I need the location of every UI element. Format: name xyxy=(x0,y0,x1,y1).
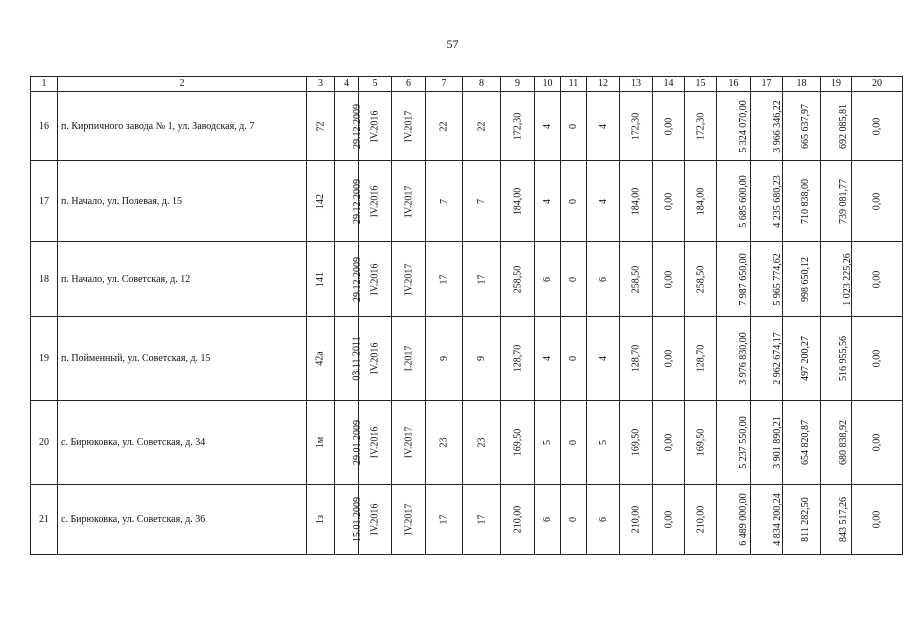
regional-budget-cell xyxy=(783,401,821,485)
total-cost-value: 6 489 000,00 xyxy=(737,493,749,546)
area-col14-cell xyxy=(653,161,685,242)
value-col11-value: 0 xyxy=(568,198,579,204)
total-area-cell xyxy=(501,161,535,242)
residents-relocated-cell xyxy=(463,401,501,485)
address-cell: с. Бирюковка, ул. Советская, д. 34 xyxy=(58,401,307,485)
registration-date-cell xyxy=(335,401,363,485)
area-col15-value: 184,00 xyxy=(695,187,706,215)
fund-amount-value: 4 834 200,24 xyxy=(771,493,783,546)
planned-start-quarter-cell xyxy=(359,401,392,485)
planned-end-quarter-cell xyxy=(392,161,426,242)
row-number-cell: 16 xyxy=(31,92,58,161)
regional-budget-value: 811 282,50 xyxy=(799,497,811,542)
planned-end-quarter-cell xyxy=(392,242,426,317)
apartment-number-cell xyxy=(307,161,335,242)
rooms-count-cell xyxy=(535,401,561,485)
value-col12-cell xyxy=(587,161,620,242)
area-col15-cell xyxy=(685,92,717,161)
table-row xyxy=(31,242,903,317)
area-col13-cell xyxy=(620,92,653,161)
local-budget-cell xyxy=(821,92,852,161)
value-col12-value: 4 xyxy=(597,198,609,204)
rooms-count-value: 4 xyxy=(542,198,553,204)
area-col14-cell xyxy=(653,401,685,485)
residents-count-cell xyxy=(426,317,463,401)
area-col14-cell xyxy=(653,485,685,555)
residents-relocated-cell xyxy=(463,161,501,242)
apartment-number-cell xyxy=(307,485,335,555)
column-number-cell: 13 xyxy=(620,77,653,92)
column-number-cell: 1 xyxy=(31,77,58,92)
page-number: 57 xyxy=(446,37,459,51)
rooms-count-cell xyxy=(535,242,561,317)
planned-start-quarter-value: IV.2016 xyxy=(369,342,381,375)
planned-start-quarter-value: IV.2016 xyxy=(369,110,381,142)
area-col14-value: 0,00 xyxy=(663,349,674,368)
value-col11-cell xyxy=(561,485,587,555)
other-sources-value: 0,00 xyxy=(871,270,883,288)
table-row xyxy=(31,92,903,161)
residents-relocated-value: 7 xyxy=(476,198,487,204)
other-sources-value: 0,00 xyxy=(871,433,883,452)
total-area-cell xyxy=(501,401,535,485)
rooms-count-value: 4 xyxy=(542,356,553,361)
area-col14-value: 0,00 xyxy=(663,433,674,452)
planned-start-quarter-cell xyxy=(359,485,392,555)
local-budget-value: 680 838,92 xyxy=(838,420,849,465)
local-budget-cell xyxy=(821,161,852,242)
residents-count-value: 23 xyxy=(438,437,450,448)
other-sources-cell xyxy=(852,161,903,242)
other-sources-value: 0,00 xyxy=(871,510,883,529)
column-number-cell: 18 xyxy=(783,77,821,92)
area-col15-cell xyxy=(685,317,717,401)
planned-end-quarter-value: IV.2017 xyxy=(402,426,414,459)
column-number-cell: 2 xyxy=(58,77,307,92)
planned-start-quarter-cell xyxy=(359,161,392,242)
total-area-value: 169,50 xyxy=(512,428,523,457)
area-col13-cell xyxy=(620,401,653,485)
planned-end-quarter-value: IV.2017 xyxy=(402,185,414,217)
value-col12-value: 4 xyxy=(597,123,609,129)
planned-end-quarter-cell xyxy=(392,401,426,485)
registration-date-cell xyxy=(335,242,363,317)
planned-end-quarter-cell xyxy=(392,485,426,555)
apartment-number-value: 141 xyxy=(315,271,326,287)
planned-end-quarter-value: IV.2017 xyxy=(402,110,414,142)
residents-count-value: 17 xyxy=(438,514,450,525)
local-budget-cell xyxy=(821,317,852,401)
value-col12-cell xyxy=(587,92,620,161)
area-col13-value: 210,00 xyxy=(630,505,642,534)
total-cost-cell xyxy=(717,317,751,401)
address-cell: п. Кирпичного завода № 1, ул. Заводская, д. 7 xyxy=(58,92,307,161)
registration-date-value: 29.12.2009 xyxy=(352,103,363,149)
area-col15-cell xyxy=(685,161,717,242)
area-col13-value: 184,00 xyxy=(630,187,642,215)
residents-count-value: 9 xyxy=(438,356,450,361)
value-col11-cell xyxy=(561,317,587,401)
total-cost-value: 5 237 550,00 xyxy=(737,416,749,469)
regional-budget-cell xyxy=(783,485,821,555)
area-col15-value: 172,30 xyxy=(695,112,706,140)
value-col12-value: 4 xyxy=(597,356,609,361)
other-sources-cell xyxy=(852,485,903,555)
planned-start-quarter-cell xyxy=(359,92,392,161)
area-col13-value: 172,30 xyxy=(630,112,642,140)
other-sources-value: 0,00 xyxy=(871,192,883,210)
regional-budget-value: 998 650,12 xyxy=(800,256,811,302)
residents-relocated-cell xyxy=(463,317,501,401)
planned-start-quarter-value: IV.2016 xyxy=(369,503,381,536)
value-col11-value: 0 xyxy=(568,276,579,282)
area-col13-cell xyxy=(620,242,653,317)
table-row xyxy=(31,485,903,555)
total-area-value: 128,70 xyxy=(512,344,523,373)
planned-end-quarter-value: I.2017 xyxy=(403,345,414,372)
local-budget-value: 843 517,26 xyxy=(838,497,849,542)
apartment-number-value: 72 xyxy=(315,121,326,131)
total-area-cell xyxy=(501,92,535,161)
other-sources-value: 0,00 xyxy=(871,349,883,368)
column-number-cell: 20 xyxy=(852,77,903,92)
value-col12-cell xyxy=(587,485,620,555)
regional-budget-cell xyxy=(783,161,821,242)
apartment-number-value: 42а xyxy=(314,351,326,366)
residents-count-cell xyxy=(426,401,463,485)
regional-budget-cell xyxy=(783,242,821,317)
total-cost-value: 5 324 070,00 xyxy=(737,99,749,153)
value-col11-cell xyxy=(561,401,587,485)
total-cost-value: 3 976 830,00 xyxy=(737,332,749,385)
total-cost-cell xyxy=(717,92,751,161)
total-area-value: 184,00 xyxy=(512,187,523,215)
registration-date-value: 03.11.2011 xyxy=(351,336,363,381)
planned-start-quarter-value: IV.2016 xyxy=(369,426,381,459)
local-budget-value: 1 023 225,26 xyxy=(841,252,853,306)
column-number-cell: 14 xyxy=(653,77,685,92)
planned-start-quarter-value: IV.2016 xyxy=(369,185,381,217)
planned-start-quarter-cell xyxy=(359,242,392,317)
area-col15-value: 258,50 xyxy=(695,265,706,293)
column-number-cell: 8 xyxy=(463,77,501,92)
column-number-cell: 9 xyxy=(501,77,535,92)
residents-relocated-cell xyxy=(463,485,501,555)
value-col12-cell xyxy=(587,242,620,317)
rooms-count-value: 4 xyxy=(542,123,553,129)
residents-relocated-value: 23 xyxy=(476,437,487,448)
fund-amount-cell xyxy=(751,92,783,161)
rooms-count-cell xyxy=(535,92,561,161)
residents-relocated-cell xyxy=(463,242,501,317)
residents-count-value: 22 xyxy=(438,121,450,131)
address-cell: с. Бирюковка, ул. Советская, д. 36 xyxy=(58,485,307,555)
fund-amount-value: 3 901 890,21 xyxy=(771,416,783,469)
regional-budget-value: 654 820,87 xyxy=(800,420,811,465)
total-area-cell xyxy=(501,485,535,555)
total-cost-value: 7 987 650,00 xyxy=(737,252,749,306)
address-cell: п. Начало, ул. Советская, д. 12 xyxy=(58,242,307,317)
residents-relocated-cell xyxy=(463,92,501,161)
table-row xyxy=(31,161,903,242)
fund-amount-cell xyxy=(751,161,783,242)
regional-budget-cell xyxy=(783,317,821,401)
address-cell: п. Пойменный, ул. Советская, д. 15 xyxy=(58,317,307,401)
value-col11-value: 0 xyxy=(568,356,579,361)
value-col12-cell xyxy=(587,401,620,485)
apartment-number-value: 1м xyxy=(314,436,326,449)
area-col14-cell xyxy=(653,317,685,401)
value-col12-cell xyxy=(587,317,620,401)
local-budget-cell xyxy=(821,485,852,555)
residents-relocated-value: 17 xyxy=(476,514,487,525)
column-number-cell: 6 xyxy=(392,77,426,92)
value-col12-value: 5 xyxy=(597,440,609,445)
local-budget-value: 516 955,56 xyxy=(838,336,849,381)
table-row xyxy=(31,401,903,485)
residents-count-cell xyxy=(426,161,463,242)
total-cost-cell xyxy=(717,485,751,555)
value-col11-value: 0 xyxy=(568,440,579,445)
regional-budget-value: 665 637,97 xyxy=(800,103,811,149)
area-col14-value: 0,00 xyxy=(663,117,674,135)
local-budget-cell xyxy=(821,401,852,485)
apartment-number-cell xyxy=(307,401,335,485)
rooms-count-cell xyxy=(535,317,561,401)
local-budget-cell xyxy=(821,242,852,317)
apartment-number-value: 142 xyxy=(315,193,326,209)
local-budget-value: 739 081,77 xyxy=(838,178,849,224)
area-col15-value: 210,00 xyxy=(695,505,706,534)
value-col12-value: 6 xyxy=(597,517,609,522)
apartment-number-value: 1з xyxy=(314,515,326,524)
other-sources-value: 0,00 xyxy=(871,117,883,135)
total-cost-value: 5 685 600,00 xyxy=(737,174,749,228)
registration-date-cell xyxy=(335,317,363,401)
area-col13-value: 169,50 xyxy=(630,428,642,457)
total-cost-cell xyxy=(717,242,751,317)
row-number-cell: 20 xyxy=(31,401,58,485)
total-area-cell xyxy=(501,317,535,401)
planned-start-quarter-cell xyxy=(359,317,392,401)
rooms-count-cell xyxy=(535,485,561,555)
area-col13-value: 128,70 xyxy=(630,344,642,373)
planned-end-quarter-cell xyxy=(392,92,426,161)
registration-date-value: 29.12.2009 xyxy=(352,178,363,224)
rooms-count-value: 6 xyxy=(542,276,553,282)
registration-date-cell xyxy=(335,485,363,555)
total-area-value: 172,30 xyxy=(512,112,523,140)
column-number-cell: 4 xyxy=(335,77,359,92)
apartment-number-cell xyxy=(307,242,335,317)
column-number-cell: 10 xyxy=(535,77,561,92)
column-number-cell: 12 xyxy=(587,77,620,92)
value-col12-value: 6 xyxy=(597,276,609,282)
column-number-cell: 7 xyxy=(426,77,463,92)
residents-count-cell xyxy=(426,485,463,555)
regional-budget-value: 497 200,27 xyxy=(800,336,811,381)
registry-table xyxy=(30,76,903,555)
total-cost-cell xyxy=(717,161,751,242)
value-col11-value: 0 xyxy=(568,517,579,522)
column-number-cell: 16 xyxy=(717,77,751,92)
column-number-cell: 3 xyxy=(307,77,335,92)
area-col14-cell xyxy=(653,92,685,161)
other-sources-cell xyxy=(852,317,903,401)
other-sources-cell xyxy=(852,242,903,317)
regional-budget-value: 710 838,00 xyxy=(800,178,811,224)
area-col14-value: 0,00 xyxy=(663,270,674,288)
apartment-number-cell xyxy=(307,92,335,161)
total-cost-cell xyxy=(717,401,751,485)
value-col11-value: 0 xyxy=(568,123,579,129)
area-col14-value: 0,00 xyxy=(663,510,674,529)
area-col13-cell xyxy=(620,161,653,242)
planned-end-quarter-cell xyxy=(392,317,426,401)
planned-start-quarter-value: IV.2016 xyxy=(369,263,381,295)
registration-date-cell xyxy=(335,161,363,242)
fund-amount-cell xyxy=(751,317,783,401)
planned-end-quarter-value: IV.2017 xyxy=(402,263,414,295)
total-area-cell xyxy=(501,242,535,317)
residents-count-cell xyxy=(426,92,463,161)
residents-count-value: 7 xyxy=(438,198,450,204)
address-cell: п. Начало, ул. Полевая, д. 15 xyxy=(58,161,307,242)
column-number-header-row xyxy=(31,77,903,92)
rooms-count-value: 6 xyxy=(542,517,553,522)
value-col11-cell xyxy=(561,161,587,242)
planned-end-quarter-value: IV.2017 xyxy=(402,503,414,536)
area-col15-cell xyxy=(685,485,717,555)
column-number-cell: 15 xyxy=(685,77,717,92)
column-number-cell: 17 xyxy=(751,77,783,92)
apartment-number-cell xyxy=(307,317,335,401)
registration-date-value: 29.01.2009 xyxy=(352,420,363,465)
registration-date-cell xyxy=(335,92,363,161)
area-col14-cell xyxy=(653,242,685,317)
residents-count-cell xyxy=(426,242,463,317)
row-number-cell: 21 xyxy=(31,485,58,555)
regional-budget-cell xyxy=(783,92,821,161)
fund-amount-value: 4 235 680,23 xyxy=(771,174,783,228)
registration-date-value: 29.12.2009 xyxy=(352,256,363,302)
fund-amount-value: 5 965 774,62 xyxy=(771,252,783,306)
column-number-cell: 5 xyxy=(359,77,392,92)
rooms-count-cell xyxy=(535,161,561,242)
area-col14-value: 0,00 xyxy=(663,192,674,210)
other-sources-cell xyxy=(852,92,903,161)
fund-amount-value: 3 966 346,22 xyxy=(771,99,783,153)
column-number-cell: 11 xyxy=(561,77,587,92)
row-number-cell: 19 xyxy=(31,317,58,401)
other-sources-cell xyxy=(852,401,903,485)
residents-count-value: 17 xyxy=(438,274,450,284)
area-col13-cell xyxy=(620,317,653,401)
value-col11-cell xyxy=(561,92,587,161)
area-col15-value: 169,50 xyxy=(695,428,706,457)
total-area-value: 258,50 xyxy=(512,265,523,293)
rooms-count-value: 5 xyxy=(542,440,553,445)
column-number-cell: 19 xyxy=(821,77,852,92)
area-col15-value: 128,70 xyxy=(695,344,706,373)
row-number-cell: 17 xyxy=(31,161,58,242)
fund-amount-cell xyxy=(751,401,783,485)
area-col13-cell xyxy=(620,485,653,555)
fund-amount-cell xyxy=(751,485,783,555)
fund-amount-value: 2 962 674,17 xyxy=(771,332,783,385)
residents-relocated-value: 9 xyxy=(476,356,487,361)
area-col15-cell xyxy=(685,401,717,485)
residents-relocated-value: 17 xyxy=(476,274,487,284)
value-col11-cell xyxy=(561,242,587,317)
fund-amount-cell xyxy=(751,242,783,317)
local-budget-value: 692 085,81 xyxy=(838,103,849,149)
registration-date-value: 15.01.2009 xyxy=(352,497,363,542)
total-area-value: 210,00 xyxy=(512,505,523,534)
residents-relocated-value: 22 xyxy=(476,121,487,131)
row-number-cell: 18 xyxy=(31,242,58,317)
table-row xyxy=(31,317,903,401)
area-col13-value: 258,50 xyxy=(630,265,642,293)
area-col15-cell xyxy=(685,242,717,317)
